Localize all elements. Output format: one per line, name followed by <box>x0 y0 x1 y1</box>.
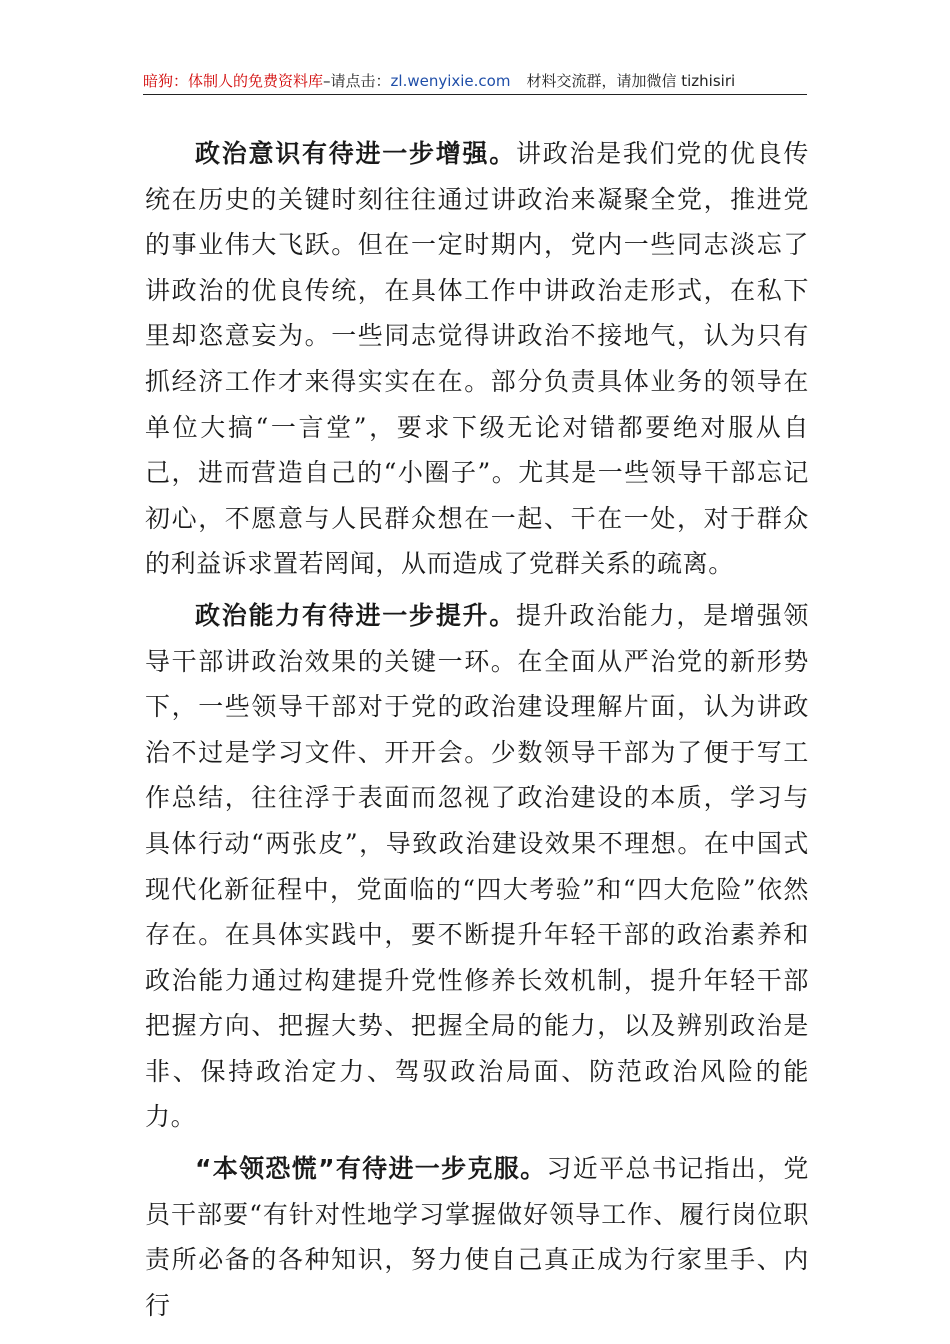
paragraph-skill-panic <box>145 1146 809 1328</box>
paragraph-heading: 政治能力有待进一步提升。 <box>195 600 516 630</box>
paragraph-political-awareness <box>145 131 809 587</box>
page-header <box>143 70 807 95</box>
paragraph-political-ability <box>145 593 809 1140</box>
paragraph-heading: “本领恐慌”有待进一步克服。 <box>195 1154 547 1184</box>
paragraph-heading: 政治意识有待进一步增强。 <box>195 139 516 168</box>
header-group-note: 材料交流群，请加微信 tizhisiri <box>526 72 736 90</box>
header-prompt: –请点击： <box>323 72 391 90</box>
paragraph-text: 习近平总书记指出，党员干部要“有针对性地学习掌握做好领导工作、履行岗位职责所必备的各种知识，努力使自己真正成为行家里手、内行 <box>145 1154 809 1320</box>
header-brand: 暗狗：体制人的免费资料库 <box>143 72 324 90</box>
paragraph-text: 讲政治是我们党的优良传统在历史的关键时刻往往通过讲政治来凝聚全党，推进党的事业伟大飞跃。但在一定时期内，党内一些同志淡忘了讲政治的优良传统，在具体工作中讲政治走形式，在私下里却恣意妄为。一些同志觉得讲政治不接地气，认为只有抓经济工作才来得实实在在。部分负责具体业务的领导在单位大搞“一言堂”，要求下级无论对错都要绝对服从自己，进而营造自己的“小圈子”。尤其是一些领导干部忘记初心，不愿意与人民群众想在一起、干在一处，对于群众的利益诉求置若罔闻，从而造成了党群关系的疏离。 <box>145 139 810 579</box>
header-url-link[interactable]: zl.wenyixie.com <box>390 72 511 90</box>
paragraph-text: 提升政治能力，是增强领导干部讲政治效果的关键一环。在全面从严治党的新形势下，一些领导干部对于党的政治建设理解片面，认为讲政治不过是学习文件、开开会。少数领导干部为了便于写工作总结，往往浮于表面而忽视了政治建设的本质，学习与具体行动“两张皮”，导致政治建设效果不理想。在中国式现代化新征程中，党面临的“四大考验”和“四大危险”依然存在。在具体实践中，要不断提升年轻干部的政治素养和政治能力通过构建提升党性修养长效机制，提升年轻干部把握方向、把握大势、把握全局的能力，以及辨别政治是非、保持政治定力、驾驭政治局面、防范政治风险的能力。 <box>145 600 810 1132</box>
document-body <box>145 131 809 1328</box>
